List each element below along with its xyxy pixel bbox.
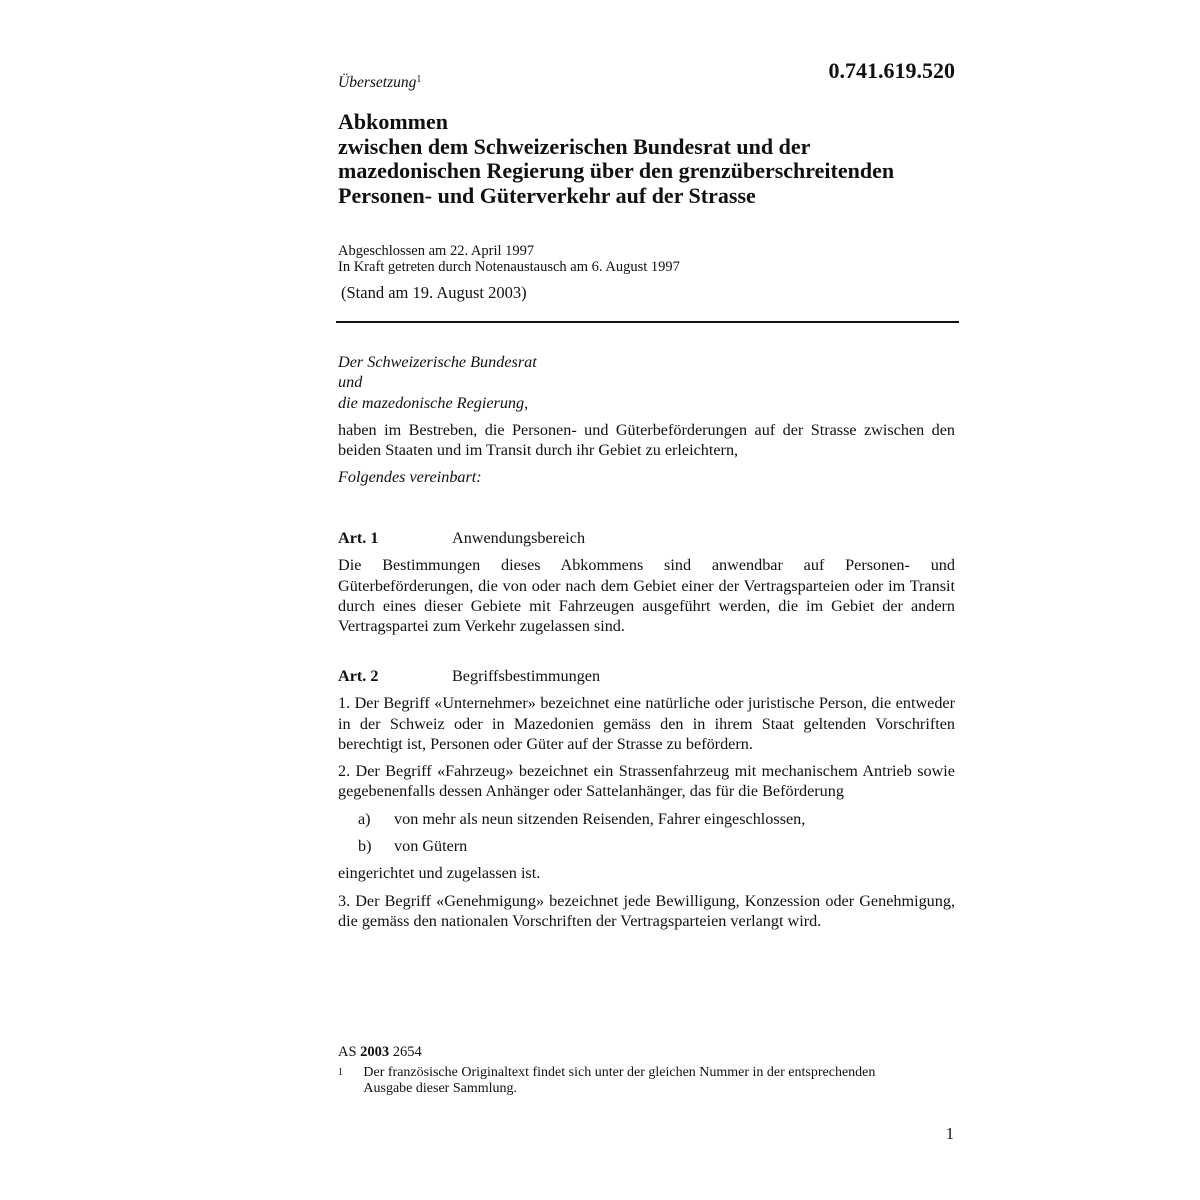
title-line: Abkommen	[338, 109, 449, 134]
document-number: 0.741.619.520	[828, 58, 955, 83]
title-line: mazedonischen Regierung über den grenzüberschreitenden	[338, 158, 895, 183]
preamble	[338, 352, 955, 488]
article-text: Die Bestimmungen dieses Abkommens sind anwendbar auf Personen- und Güterbeförderungen, die von oder nach dem Gebiet einer der Vertragsparteien oder im Transit durch eines dieser Gebiete mit Fahrzeugen ausgeführt werden, die im Gebiet der andern Vertragspartei zum Verkehr zugelassen sind.	[338, 556, 955, 636]
list-text: von mehr als neun sitzenden Reisenden, Fahrer eingeschlossen,	[394, 809, 806, 828]
article-2	[338, 666, 955, 931]
footnote-reference[interactable]: 1	[416, 74, 422, 85]
preamble-and: und	[338, 373, 363, 392]
party-two: die mazedonische Regierung,	[338, 393, 529, 412]
preamble-text: haben im Bestreben, die Personen- und Güterbeförderungen auf der Strasse zwischen den beiden Staaten und im Transit durch ihr Gebiet zu erleichtern,	[338, 420, 955, 460]
title-divider	[336, 321, 959, 323]
footnote	[338, 1065, 878, 1097]
list-label: a)	[358, 809, 371, 828]
list-text: von Gütern	[394, 837, 468, 856]
concluded-date: Abgeschlossen am 22. April 1997	[338, 243, 535, 259]
status-date: (Stand am 19. August 2003)	[341, 283, 527, 302]
list-item	[338, 836, 955, 856]
footnotes	[338, 1044, 878, 1097]
footnote-mark: 1	[338, 1067, 343, 1078]
page-number: 1	[945, 1124, 954, 1143]
article-paragraph: 1. Der Begriff «Unternehmer» bezeichnet eine natürliche oder juristische Person, die entweder in der Schweiz oder in Mazedonien gemäss den in ihrem Staat geltenden Vorschriften berechtigt ist, Personen oder Güter auf der Strasse zu befördern.	[338, 694, 955, 753]
translation-text: Übersetzung	[338, 74, 417, 91]
document-meta	[338, 243, 680, 275]
translation-label	[338, 74, 421, 92]
title-line: Personen- und Güterverkehr auf der Strasse	[338, 182, 756, 208]
in-force-date: In Kraft getreten durch Notenaustausch am 6. August 1997	[338, 259, 680, 275]
footnote-text: Der französische Originaltext findet sich unter der gleichen Nummer in der entsprechenden Ausgabe dieser Sammlung.	[363, 1065, 876, 1096]
title-line: zwischen dem Schweizerischen Bundesrat und der	[338, 133, 811, 159]
document-title	[338, 110, 978, 208]
article-heading	[338, 528, 955, 548]
list-item	[338, 809, 955, 829]
as-page: 2654	[392, 1044, 422, 1060]
article-number: Art. 1	[338, 529, 379, 547]
list-label: b)	[358, 837, 372, 856]
as-year: 2003	[360, 1044, 390, 1060]
article-title: Begriffsbestimmungen	[452, 667, 601, 685]
article-paragraph: eingerichtet und zugelassen ist.	[338, 864, 541, 883]
party-one: Der Schweizerische Bundesrat	[338, 353, 537, 371]
article-1	[338, 528, 955, 636]
as-prefix: AS	[338, 1044, 357, 1060]
article-heading	[338, 666, 955, 686]
agreed-clause: Folgendes vereinbart:	[338, 468, 482, 487]
article-paragraph: 3. Der Begriff «Genehmigung» bezeichnet jede Bewilligung, Konzession oder Genehmigung, die gemäss den nationalen Vorschriften der Vertragsparteien verlangt wird.	[338, 891, 955, 930]
article-title: Anwendungsbereich	[452, 529, 586, 547]
official-collection-reference	[338, 1044, 878, 1061]
article-paragraph: 2. Der Begriff «Fahrzeug» bezeichnet ein Strassenfahrzeug mit mechanischem Antrieb sowie gegebenenfalls dessen Anhänger oder Sattelanhänger, das für die Beförderung	[338, 762, 955, 801]
article-number: Art. 2	[338, 667, 379, 685]
